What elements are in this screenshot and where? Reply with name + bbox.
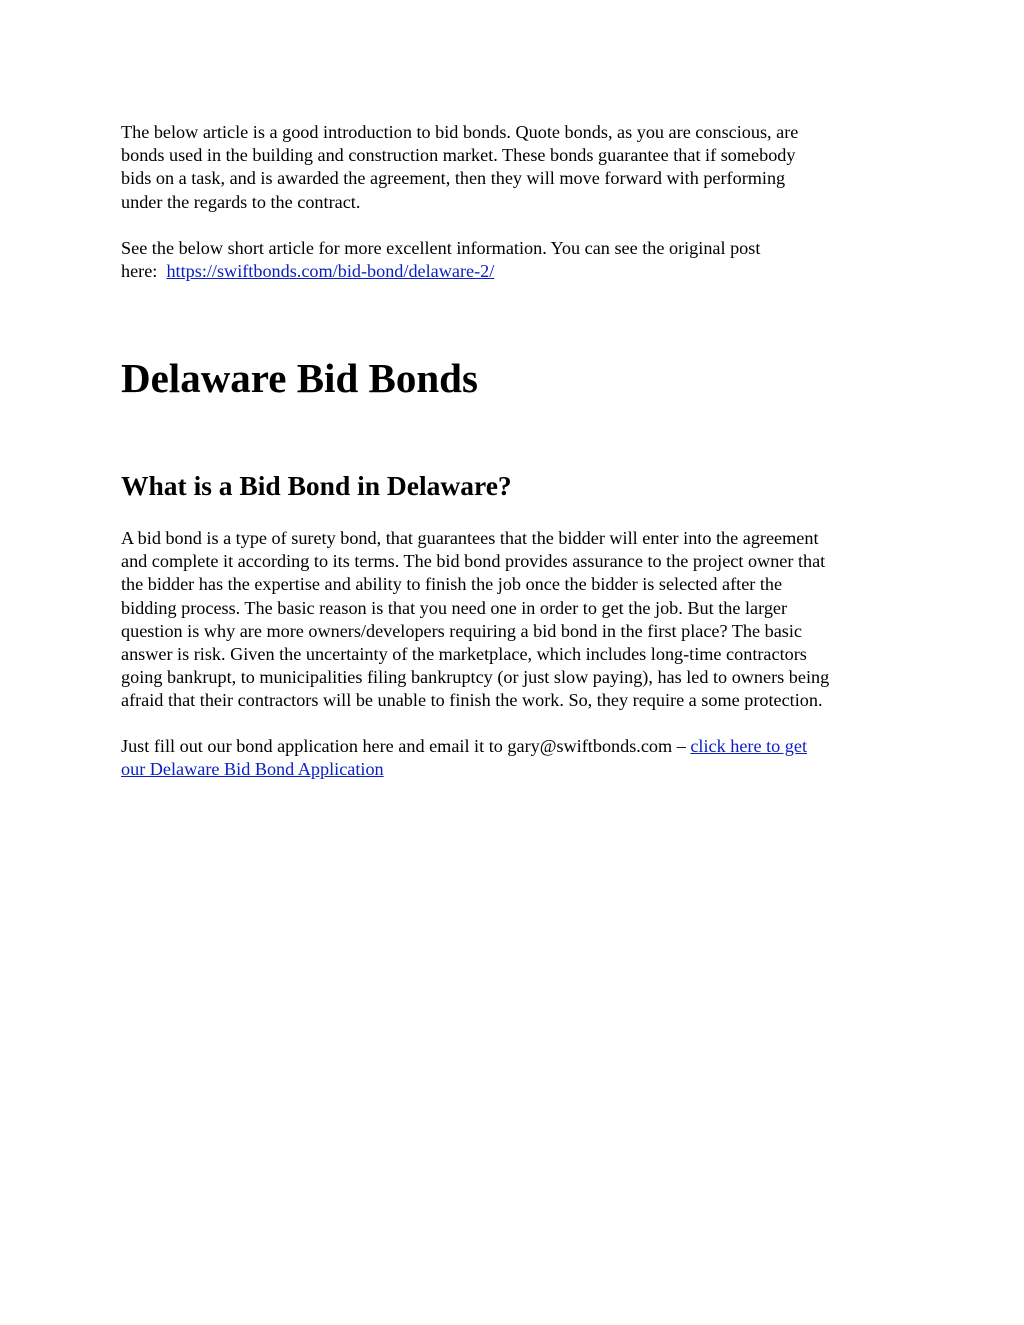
body-line: going bankrupt, to municipalities filing bankruptcy (or just slow paying), has led to owners being: [121, 667, 830, 688]
application-link-part-2[interactable]: our Delaware Bid Bond Application: [121, 759, 384, 780]
section-heading: What is a Bid Bond in Delaware?: [121, 470, 512, 501]
intro-line: bonds used in the building and construction market. These bonds guarantee that if somebody: [121, 145, 796, 166]
page-title: Delaware Bid Bonds: [121, 355, 478, 401]
cta-line-2: [121, 758, 911, 781]
body-line: bidding process. The basic reason is that you need one in order to get the job. But the larger: [121, 597, 788, 618]
source-line-2: [121, 260, 911, 283]
intro-line: The below article is a good introduction to bid bonds. Quote bonds, as you are conscious, are: [121, 122, 799, 142]
source-line: See the below short article for more excellent information. You can see the original post: [121, 238, 761, 258]
cta-text: Just fill out our bond application here and email it to gary@swiftbonds.com –: [121, 736, 691, 756]
source-prefix: here:: [121, 261, 167, 282]
cta-paragraph: [121, 735, 911, 781]
source-paragraph: [121, 237, 911, 283]
intro-line: under the regards to the contract.: [121, 191, 361, 212]
body-line: the bidder has the expertise and ability to finish the job once the bidder is selected after the: [121, 574, 783, 595]
source-url-link[interactable]: https://swiftbonds.com/bid-bond/delaware-2/: [166, 261, 495, 282]
body-line: answer is risk. Given the uncertainty of the marketplace, which includes long-time contractors: [121, 644, 807, 665]
intro-paragraph: [121, 121, 911, 214]
body-line: A bid bond is a type of surety bond, that guarantees that the bidder will enter into the agreement: [121, 528, 819, 548]
intro-line: bids on a task, and is awarded the agreement, then they will move forward with performing: [121, 168, 786, 189]
cta-line-1: [121, 735, 911, 758]
body-line: afraid that their contractors will be unable to finish the work. So, they require a some protection.: [121, 690, 823, 711]
body-line: and complete it according to its terms. The bid bond provides assurance to the project owner that: [121, 551, 826, 572]
body-line: question is why are more owners/developers requiring a bid bond in the first place? The basic: [121, 620, 802, 641]
body-paragraph: [121, 527, 911, 713]
application-link-part-1[interactable]: click here to get: [690, 736, 808, 756]
